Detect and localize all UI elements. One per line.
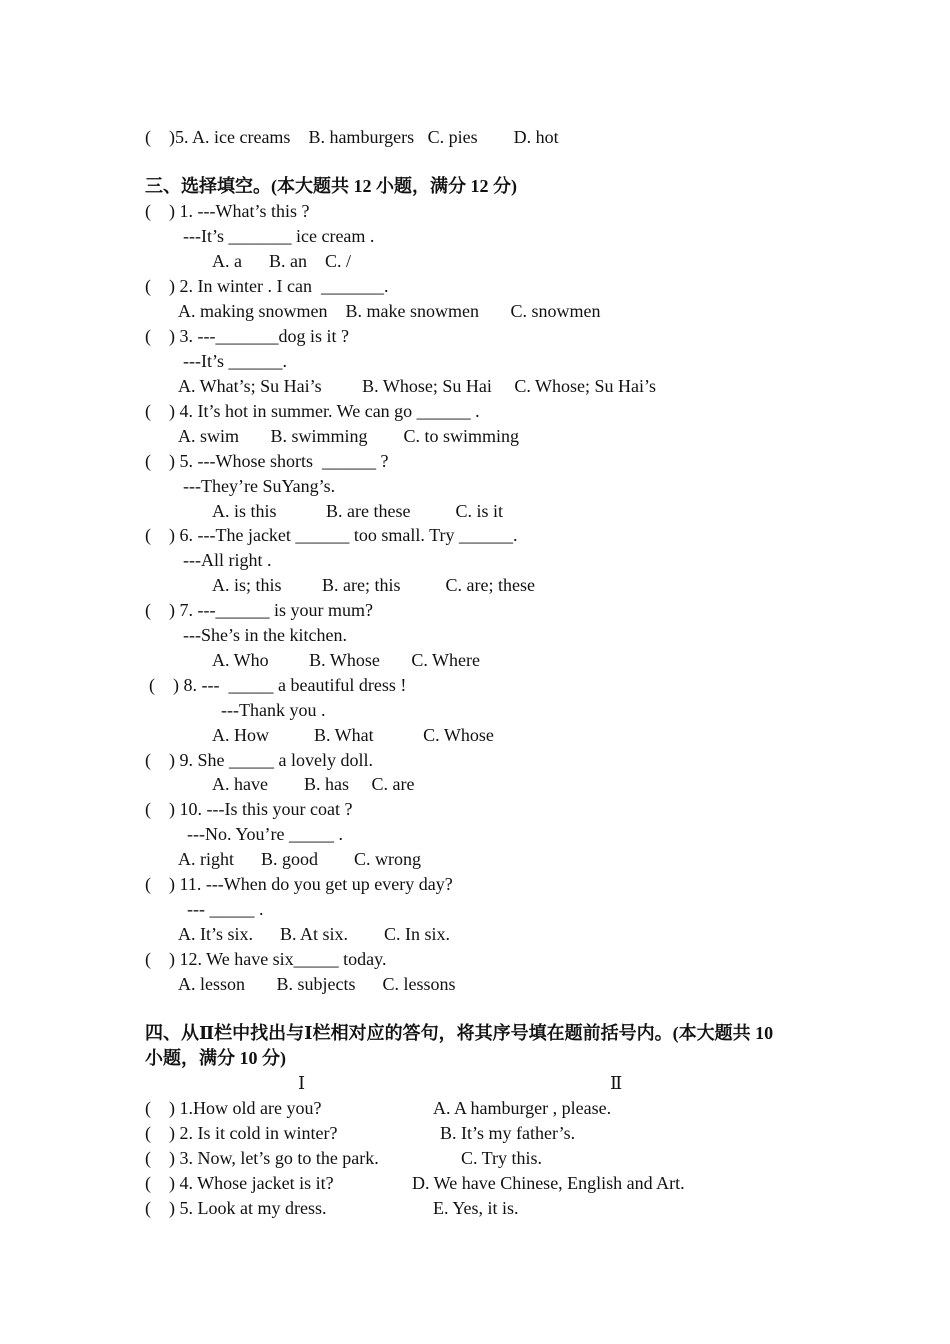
s3-line: ( ) 11. ---When do you get up every day? <box>145 874 453 894</box>
s3-line: --- _____ . <box>187 899 264 919</box>
s3-line: ( ) 4. It’s hot in summer. We can go ______ . <box>145 401 480 421</box>
s3-line: A. right B. good C. wrong <box>178 849 421 869</box>
s3-line: ---Thank you . <box>221 700 326 720</box>
s3-line: ( ) 9. She _____ a lovely doll. <box>145 750 373 770</box>
s3-line: ---It’s ______. <box>183 351 287 371</box>
s3-line: ( ) 6. ---The jacket ______ too small. Try ______. <box>145 525 518 545</box>
s3-line: ( ) 5. ---Whose shorts ______ ? <box>145 451 389 471</box>
section4-heading-line1: 四、从Ⅱ栏中找出与Ⅰ栏相对应的答句，将其序号填在题前括号内。(本大题共 10 <box>145 1023 774 1043</box>
s3-line: A. swim B. swimming C. to swimming <box>178 426 520 446</box>
s3-line: ( ) 2. In winter . I can _______. <box>145 276 389 296</box>
s3-line: ---She’s in the kitchen. <box>183 625 347 645</box>
s3-line: A. Who B. Whose C. Where <box>212 650 480 670</box>
match-left-item: ( ) 3. Now, let’s go to the park. <box>145 1148 379 1168</box>
section3-heading: 三、选择填空。(本大题共 12 小题，满分 12 分) <box>145 176 517 196</box>
s3-line: ( ) 3. ---_______dog is it ? <box>145 326 349 346</box>
match-right-item: C. Try this. <box>461 1148 543 1168</box>
s3-line: ---All right . <box>183 550 272 570</box>
s3-line: A. is this B. are these C. is it <box>212 501 503 521</box>
match-left-item: ( ) 2. Is it cold in winter? <box>145 1123 338 1143</box>
s3-line: A. It’s six. B. At six. C. In six. <box>178 924 451 944</box>
s3-line: ( ) 12. We have six_____ today. <box>145 949 387 969</box>
s3-line: ---They’re SuYang’s. <box>183 476 336 496</box>
s3-line: A. a B. an C. / <box>212 251 351 271</box>
match-right-item: B. It’s my father’s. <box>440 1123 576 1143</box>
s3-line: A. is; this B. are; this C. are; these <box>212 575 535 595</box>
column-1-header: Ⅰ <box>298 1073 306 1093</box>
s3-line: A. have B. has C. are <box>212 774 415 794</box>
column-2-header: Ⅱ <box>610 1073 623 1093</box>
section4-heading-line2: 小题，满分 10 分) <box>145 1048 286 1068</box>
s3-line: A. lesson B. subjects C. lessons <box>178 974 456 994</box>
s3-line: ( ) 7. ---______ is your mum? <box>145 600 373 620</box>
s3-line: ---It’s _______ ice cream . <box>183 226 375 246</box>
s3-line: ( ) 8. --- _____ a beautiful dress ! <box>149 675 407 695</box>
match-left-item: ( ) 5. Look at my dress. <box>145 1198 327 1218</box>
s3-line: ---No. You’re _____ . <box>187 824 343 844</box>
s3-line: A. making snowmen B. make snowmen C. snowmen <box>178 301 601 321</box>
match-right-item: E. Yes, it is. <box>433 1198 519 1218</box>
match-left-item: ( ) 4. Whose jacket is it? <box>145 1173 334 1193</box>
match-right-item: A. A hamburger , please. <box>433 1098 612 1118</box>
s3-line: ( ) 10. ---Is this your coat ? <box>145 799 353 819</box>
s3-line: ( ) 1. ---What’s this ? <box>145 201 310 221</box>
match-left-item: ( ) 1.How old are you? <box>145 1098 322 1118</box>
s3-line: A. What’s; Su Hai’s B. Whose; Su Hai C. Whose; Su Hai’s <box>178 376 657 396</box>
part2-question-5: ( )5. A. ice creams B. hamburgers C. pies D. hot <box>145 127 559 147</box>
match-right-item: D. We have Chinese, English and Art. <box>412 1173 685 1193</box>
s3-line: A. How B. What C. Whose <box>212 725 494 745</box>
